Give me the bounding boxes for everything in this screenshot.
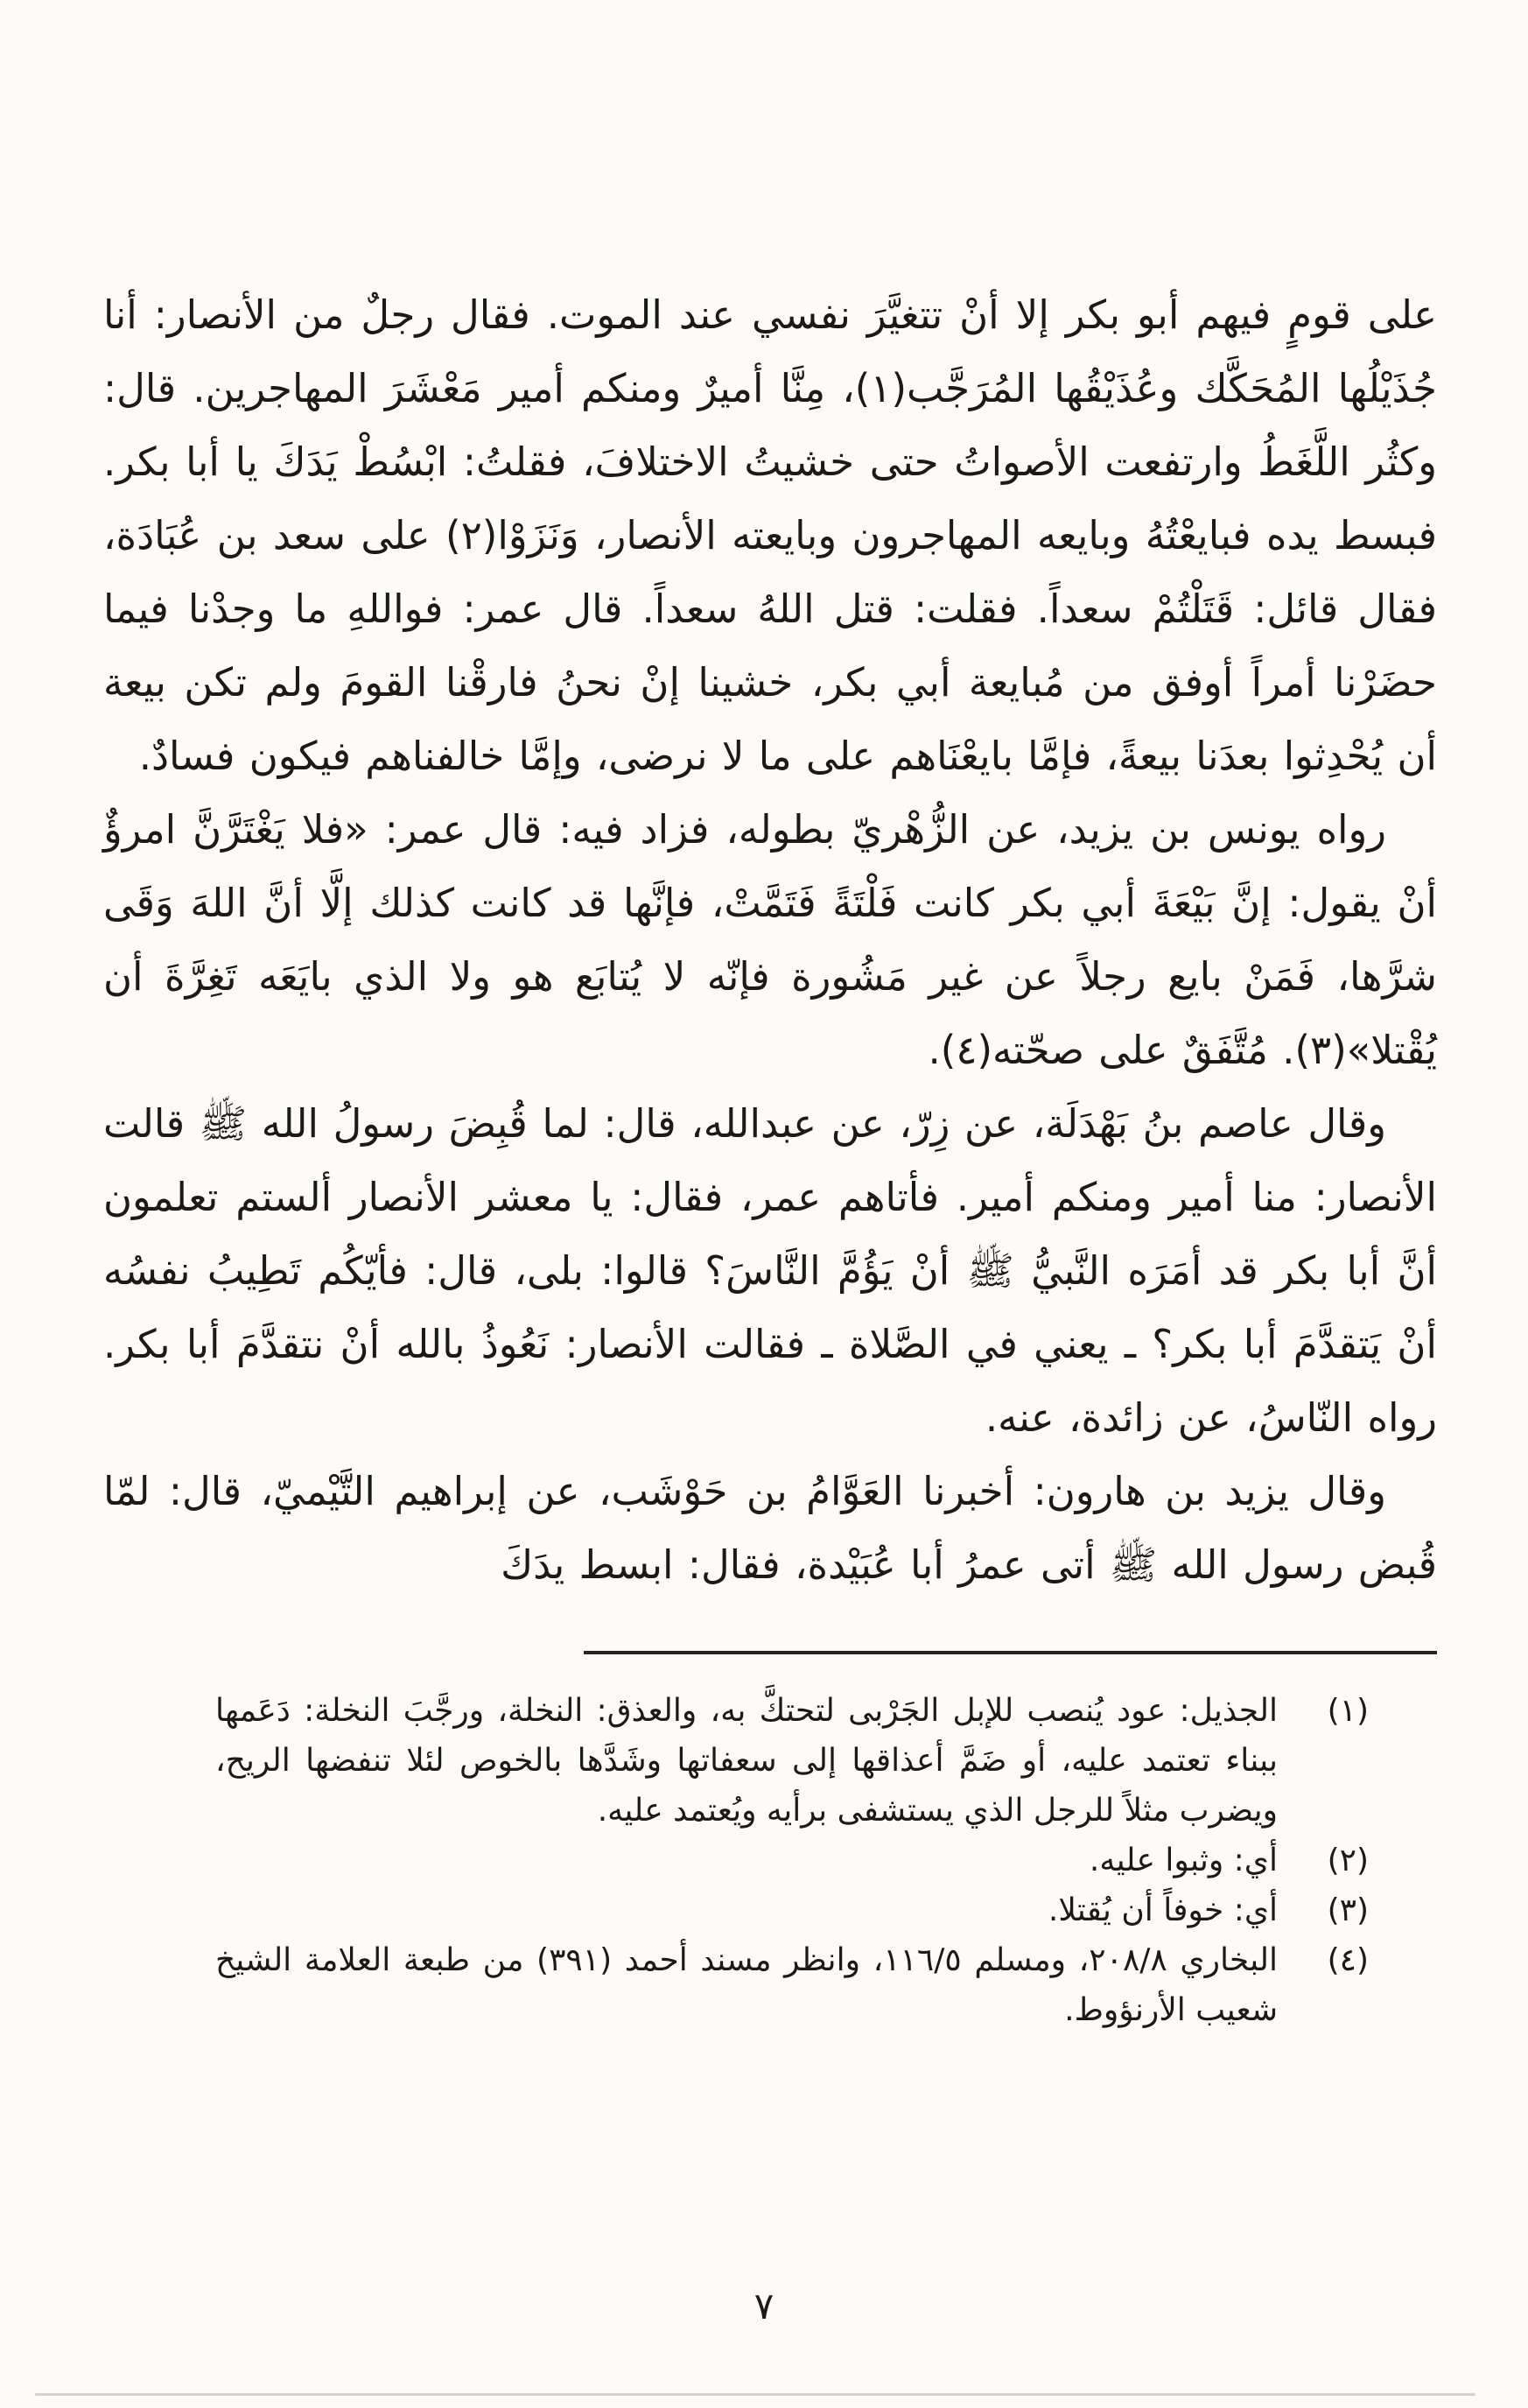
footnote-1-text: الجذيل: عود يُنصب للإبل الجَرْبى لتحتكَّ به، والعذق: النخلة، ورجَّبَ النخلة: دَعَمها ببناء تعتمد عليه، أو ضَمَّ أعذاقها إلى سعفاتها وشَدَّها بالخوص لئلا تنفضها الريح، ويضرب مثلاً للرجل الذي يستشفى برأيه ويُعتمد عليه. (215, 1693, 1278, 1829)
paragraph-3: وقال عاصم بنُ بَهْدَلَة، عن زِرّ، عن عبدالله، قال: لما قُبِضَ رسولُ الله ﷺ قالت الأنصار: منا أمير ومنكم أمير. فأتاهم عمر، فقال: يا معشر الأنصار ألستم تعلمون أنَّ أبا بكر قد أمَرَه النَّبيُّ ﷺ أنْ يَؤُمَّ النَّاسَ؟ قالوا: بلى، قال: فأيّكُم تَطِيبُ نفسُه أنْ يَتقدَّمَ أبا بكر؟ ـ يعني في الصَّلاة ـ فقالت الأنصار: نَعُوذُ بالله أنْ نتقدَّمَ أبا بكر. رواه النّاسُ، عن زائدة، عنه. (103, 1100, 1437, 1441)
page-number: ٧ (753, 2285, 775, 2327)
footnote-3-number: (٣) (1327, 1892, 1369, 1928)
scan-artifact (35, 2393, 1475, 2396)
footnote-3 (215, 1885, 1369, 1935)
paragraph-2: رواه يونس بن يزيد، عن الزُّهْريّ بطوله، فزاد فيه: قال عمر: «فلا يَغْتَرَّنَّ امرؤٌ أنْ يقول: إنَّ بَيْعَةَ أبي بكر كانت فَلْتَةً فَتَمَّتْ، فإنَّها قد كانت كذلك إلَّا أنَّ اللهَ وَقَى شرَّها، فَمَنْ بايع رجلاً عن غير مَشُورة فإنّه لا يُتابَع هو ولا الذي بايَعَه تَغِرَّةَ أن يُقْتلا»(٣). مُتَّفَقٌ على صحّته(٤). (103, 806, 1437, 1073)
paragraph-1: على قومٍ فيهم أبو بكر إلا أنْ تتغيَّرَ نفسي عند الموت. فقال رجلٌ من الأنصار: أنا جُذَيْلُها المُحَكَّك وعُذَيْقُها المُرَجَّب(١)، مِنَّا أميرٌ ومنكم أمير مَعْشَرَ المهاجرين. قال: وكثُر اللَّغَطُ وارتفعت الأصواتُ حتى خشيتُ الاختلافَ، فقلتُ: ابْسُطْ يَدَكَ يا أبا بكر. فبسط يده فبايعْتُهُ وبايعه المهاجرون وبايعته الأنصار، وَنَزَوْا(٢) على سعد بن عُبَادَة، فقال قائل: قَتَلْتُمْ سعداً. فقلت: قتل اللهُ سعداً. قال عمر: فواللهِ ما وجدْنا فيما حضَرْنا أمراً أوفق من مُبايعة أبي بكر، خشينا إنْ نحنُ فارقْنا القومَ ولم تكن بيعة أن يُحْدِثوا بعدَنا بيعةً، فإمَّا بايعْنَاهم على ما لا نرضى، وإمَّا خالفناهم فيكون فسادٌ. (103, 291, 1438, 779)
footnote-4 (215, 1935, 1369, 2035)
main-text (103, 278, 1437, 1602)
footnote-4-number: (٤) (1327, 1942, 1369, 1978)
footnote-4-text: البخاري ٢٠٨/٨، ومسلم ١١٦/٥، وانظر مسند أحمد (٣٩١) من طبعة العلامة الشيخ شعيب الأرنؤوط. (215, 1942, 1278, 2028)
footnote-2-text: أي: وثبوا عليه. (1089, 1843, 1278, 1878)
footnote-1-number: (١) (1327, 1693, 1369, 1729)
footnote-3-text: أي: خوفاً أن يُقتلا. (1048, 1892, 1278, 1928)
footnote-2 (215, 1836, 1369, 1885)
footnote-1 (215, 1686, 1369, 1836)
paragraph-4: وقال يزيد بن هارون: أخبرنا العَوَّامُ بن حَوْشَب، عن إبراهيم التَّيْميّ، قال: لمّا قُبض رسول الله ﷺ أتى عمرُ أبا عُبَيْدة، فقال: ابسط يدَكَ (103, 1468, 1437, 1588)
footnote-separator (584, 1651, 1437, 1654)
footnote-2-number: (٢) (1327, 1843, 1369, 1878)
footnotes-section (103, 1686, 1437, 2035)
